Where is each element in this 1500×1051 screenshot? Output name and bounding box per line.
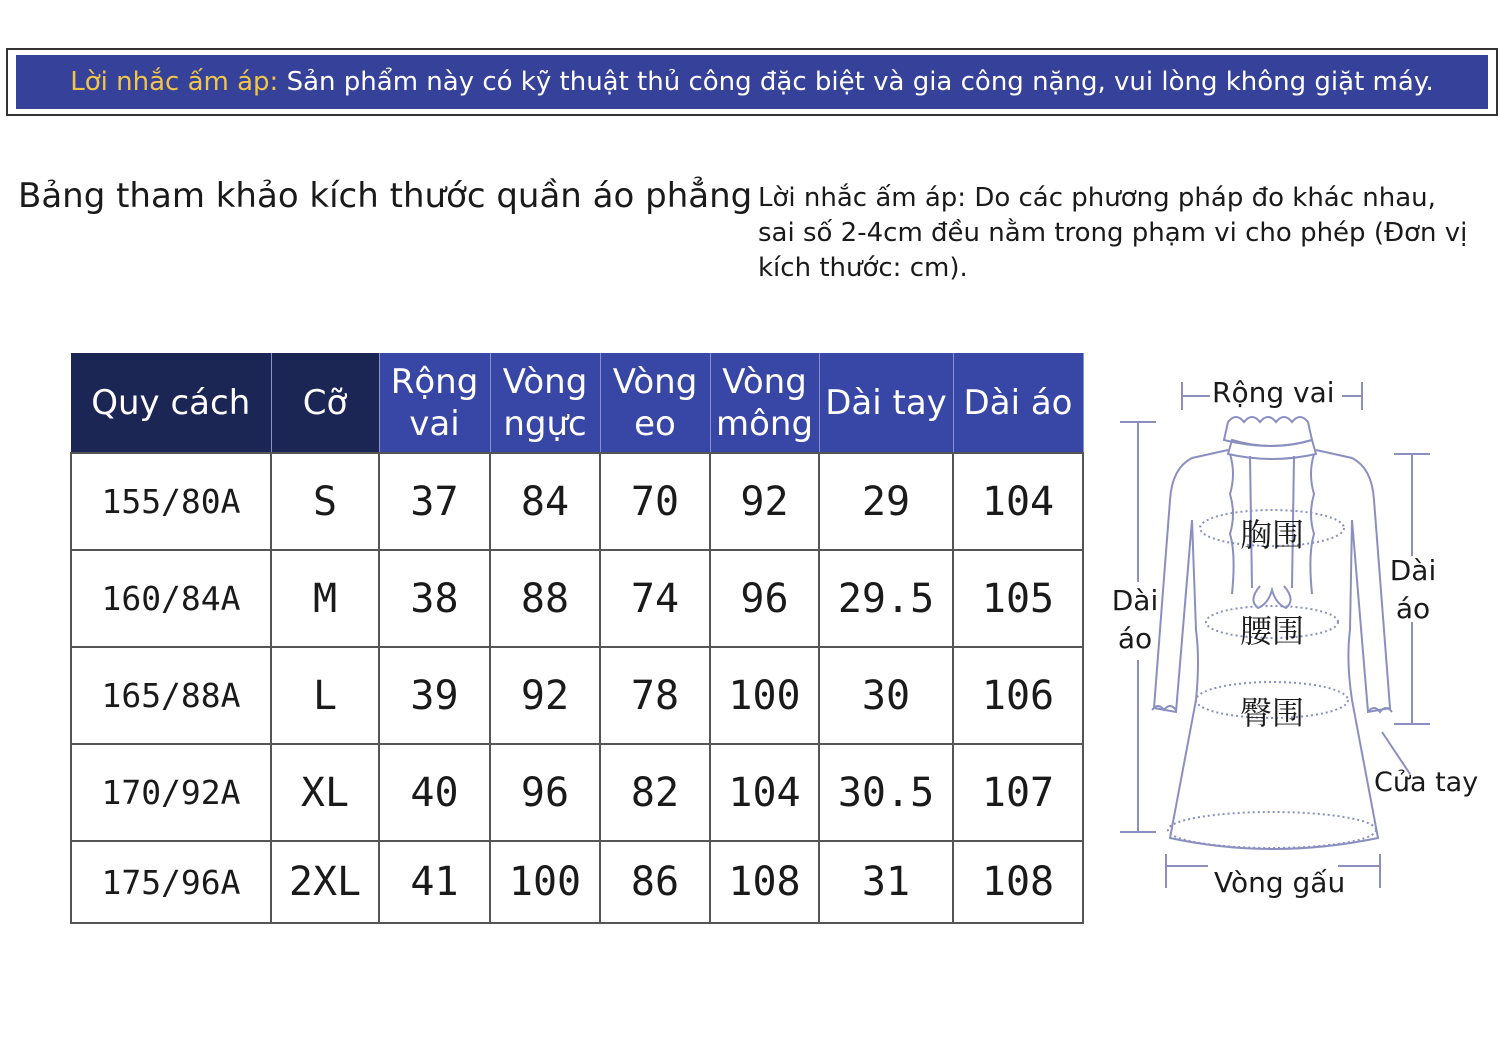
notice-banner	[6, 48, 1498, 116]
cell-waist: 86	[600, 841, 710, 923]
label-waist: 腰围	[1240, 612, 1305, 650]
cell-waist: 74	[600, 550, 710, 647]
label-hip: 臀围	[1240, 694, 1305, 732]
cell-spec: 170/92A	[71, 744, 271, 841]
size-table	[70, 353, 1084, 924]
cell-size: S	[271, 453, 379, 550]
cell-hip: 108	[710, 841, 819, 923]
cell-chest: 100	[490, 841, 600, 923]
notice-text: Sản phẩm này có kỹ thuật thủ công đặc biệt và gia công nặng, vui lòng không giặt máy.	[286, 67, 1434, 97]
cell-spec: 165/88A	[71, 647, 271, 744]
cell-hip: 104	[710, 744, 819, 841]
cell-chest: 88	[490, 550, 600, 647]
header-sleeve: Dài tay	[819, 353, 953, 453]
cell-hip: 96	[710, 550, 819, 647]
cell-waist: 70	[600, 453, 710, 550]
header-spec: Quy cách	[71, 353, 271, 453]
notice-label: Lời nhắc ấm áp:	[70, 67, 279, 97]
table-row	[71, 841, 1083, 923]
header-length: Dài áo	[953, 353, 1083, 453]
cell-waist: 78	[600, 647, 710, 744]
table-row	[71, 453, 1083, 550]
cell-hip: 100	[710, 647, 819, 744]
size-chart-title: Bảng tham khảo kích thước quần áo phẳng	[18, 176, 753, 216]
table-row	[71, 647, 1083, 744]
header-waist: Vòng eo	[600, 353, 710, 453]
header-chest: Vòng ngực	[490, 353, 600, 453]
cell-length: 104	[953, 453, 1083, 550]
cell-chest: 84	[490, 453, 600, 550]
label-chest: 胸围	[1240, 516, 1305, 554]
cell-shoulder: 37	[379, 453, 490, 550]
cell-length: 105	[953, 550, 1083, 647]
cell-size: M	[271, 550, 379, 647]
garment-diagram	[1100, 360, 1490, 920]
cell-chest: 92	[490, 647, 600, 744]
cell-size: XL	[271, 744, 379, 841]
cell-sleeve: 31	[819, 841, 953, 923]
cell-spec: 160/84A	[71, 550, 271, 647]
table-row	[71, 744, 1083, 841]
cell-shoulder: 40	[379, 744, 490, 841]
cell-length: 107	[953, 744, 1083, 841]
header-hip: Vòng mông	[710, 353, 819, 453]
cell-length: 106	[953, 647, 1083, 744]
label-hem: Vòng gấu	[1214, 866, 1346, 899]
label-cuff: Cửa tay	[1374, 767, 1479, 798]
cell-shoulder: 39	[379, 647, 490, 744]
measurement-note: Lời nhắc ấm áp: Do các phương pháp đo khác nhau, sai số 2-4cm đều nằm trong phạm vi cho phép (Đơn vị kích thước: cm).	[758, 183, 1468, 283]
cell-chest: 96	[490, 744, 600, 841]
table-header-row	[71, 353, 1083, 453]
cell-length: 108	[953, 841, 1083, 923]
label-shoulder: Rộng vai	[1212, 376, 1335, 409]
cell-size: 2XL	[271, 841, 379, 923]
cell-sleeve: 29	[819, 453, 953, 550]
notice-banner-inner	[16, 55, 1488, 109]
cell-hip: 92	[710, 453, 819, 550]
cell-spec: 175/96A	[71, 841, 271, 923]
cell-sleeve: 30	[819, 647, 953, 744]
label-length-left: Dài áo	[1111, 584, 1159, 655]
header-shoulder: Rộng vai	[379, 353, 490, 453]
cell-sleeve: 29.5	[819, 550, 953, 647]
cell-spec: 155/80A	[71, 453, 271, 550]
cell-shoulder: 38	[379, 550, 490, 647]
cell-shoulder: 41	[379, 841, 490, 923]
cell-size: L	[271, 647, 379, 744]
table-row	[71, 550, 1083, 647]
header-size: Cỡ	[271, 353, 379, 453]
label-length-right: Dài áo	[1389, 554, 1437, 625]
cell-sleeve: 30.5	[819, 744, 953, 841]
cell-waist: 82	[600, 744, 710, 841]
